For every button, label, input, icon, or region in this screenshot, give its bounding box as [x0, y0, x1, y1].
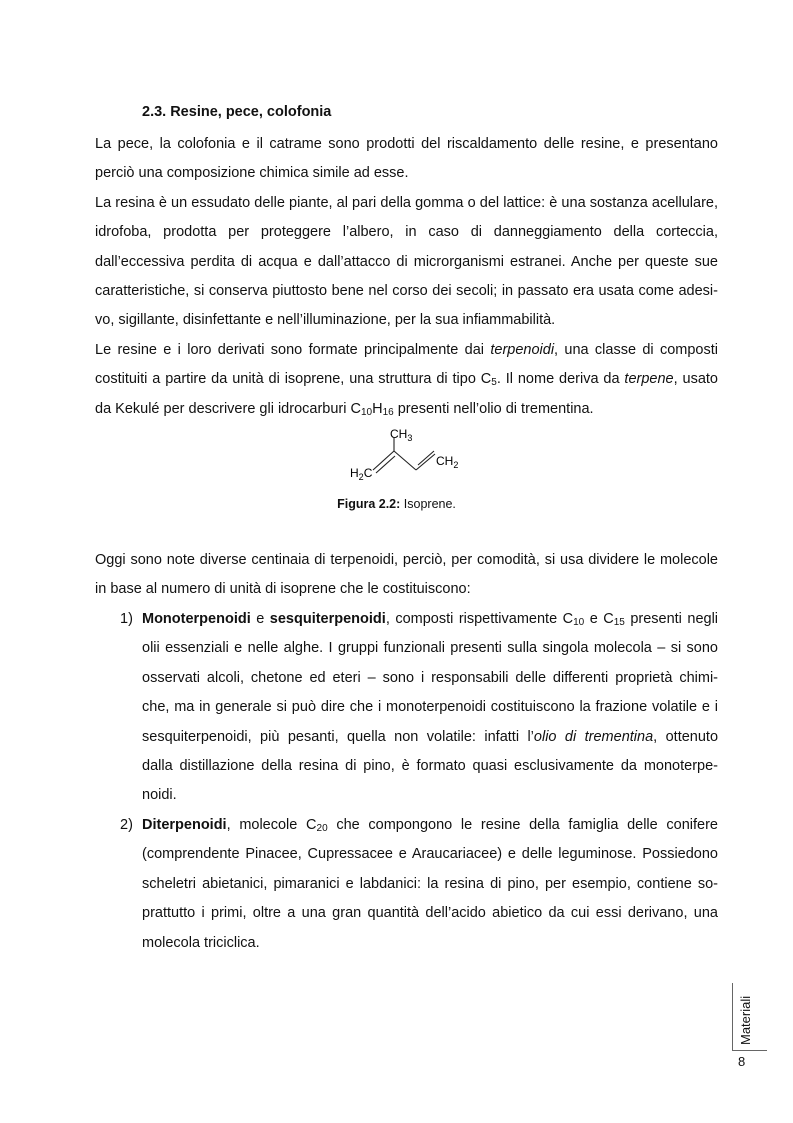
item2-line-5: molecola triciclica.: [142, 934, 260, 951]
intro-paragraphs: [95, 130, 718, 424]
isoprene-figure: [340, 420, 480, 490]
intro-line-1: La pece, la colofonia e il catrame sono prodotti del riscaldamento delle resine, e presentano: [95, 136, 718, 152]
intro-line-7: vo, sigillante, disinfettante e nell’illuminazione, per la sua infiammabilità.: [95, 312, 556, 329]
intro-line-4: idrofoba, prodotta per proteggere l’albero, in caso di danneggiamento della corteccia,: [95, 224, 718, 241]
para2-line-1: Oggi sono note diverse centinaia di terpenoidi, perciò, per comodità, si usa dividere le molecole: [95, 552, 718, 568]
single-bond-center: [394, 451, 416, 470]
para2-line-2: in base al numero di unità di isoprene che le costituiscono:: [95, 581, 471, 598]
paragraph-2: [95, 546, 718, 605]
item2-line-4: prattutto i primi, oltre a una gran quantità dell’acido abietico da cui essi derivano, una: [142, 905, 718, 922]
item1-line-5: sesquiterpenoidi, più pesanti, quella non volatile: infatti l’olio di trementina, ottenuto: [142, 728, 718, 745]
term-terpene: terpene: [624, 371, 674, 388]
intro-line-8: Le resine e i loro derivati sono formate principalmente dai terpenoidi, una classe di composti: [95, 341, 718, 358]
intro-line-5: dall’eccessiva perdita di acqua e dall’attacco di microrganismi estranei. Anche per queste sue: [95, 253, 718, 270]
ch2-label: $CH_2$: [436, 454, 459, 470]
term-terpenoidi: terpenoidi: [490, 341, 555, 358]
list-item-1: [142, 605, 718, 811]
page-number: 8: [738, 1054, 746, 1069]
figure-caption: Figura 2.2: Isoprene.: [337, 497, 456, 511]
list-item-1-number: 1): [120, 611, 133, 627]
double-bond-left-a: [373, 451, 394, 470]
item1-line-7: noidi.: [142, 787, 177, 804]
ch3-label: $CH_3$: [390, 427, 413, 443]
item1-line-6: dalla distillazione della resina di pino, è formato quasi esclusivamente da monoterpe-: [142, 757, 718, 774]
item1-line-4: che, ma in generale si può dire che i monoterpenoidi costituiscono la frazione volatile e i: [142, 699, 718, 716]
intro-line-9: costituiti a partire da unità di isoprene, una struttura di tipo $C_5$. Il nome deriva da terpene, usato: [95, 371, 718, 389]
double-bond-right-b: [418, 451, 434, 465]
item2-line-1: Diterpenoidi, molecole $C_{20}$ che compongono le resine della famiglia delle conifere: [142, 817, 718, 834]
item2-line-3: scheletri abietanici, pimaranici e labdanici: la resina di pino, per esempio, contiene so-: [142, 875, 718, 892]
item1-line-2: olii essenziali e nelle alghe. I gruppi funzionali presenti sulla singola molecola – si sono: [142, 640, 718, 657]
item1-line-1: Monoterpenoidi e sesquiterpenoidi, composti rispettivamente $C_{10}$ e $C_{15}$ presenti negli: [142, 611, 718, 628]
page-number-rule-vertical: [732, 983, 733, 1051]
list-item-2: [142, 811, 718, 958]
intro-line-2: perciò una composizione chimica simile ad esse.: [95, 165, 409, 182]
term-olio-di-trementina: olio di trementina: [533, 728, 654, 745]
intro-line-6: caratteristiche, si conserva piuttosto bene nel corso dei secoli; in passato era usata come adesi-: [95, 282, 718, 299]
item2-line-2: (comprendente Pinacee, Cupressacee e Araucariacee) e delle leguminose. Possiedono: [142, 846, 718, 863]
h2c-label: $H_2C$: [350, 466, 373, 482]
figure-caption-label: Figura 2.2:: [337, 497, 401, 511]
section-title: 2.3. Resine, pece, colofonia: [142, 104, 332, 120]
item1-line-3: osservati alcoli, chetone ed eteri – sono i responsabili delle differenti proprietà chimi-: [142, 669, 718, 686]
side-section-label: Materiali: [738, 995, 753, 1045]
intro-line-10: da Kekulé per descrivere gli idrocarburi $C_{10}H_{16}$ presenti nell’olio di trementina.: [95, 400, 594, 418]
page-number-rule-horizontal: [732, 1050, 767, 1051]
double-bond-right-a: [416, 454, 435, 470]
intro-line-3: La resina è un essudato delle piante, al pari della gomma o del lattice: è una sostanza acellulare,: [95, 194, 718, 211]
isoprene-structure-svg: [340, 420, 480, 490]
list-item-2-number: 2): [120, 817, 133, 833]
